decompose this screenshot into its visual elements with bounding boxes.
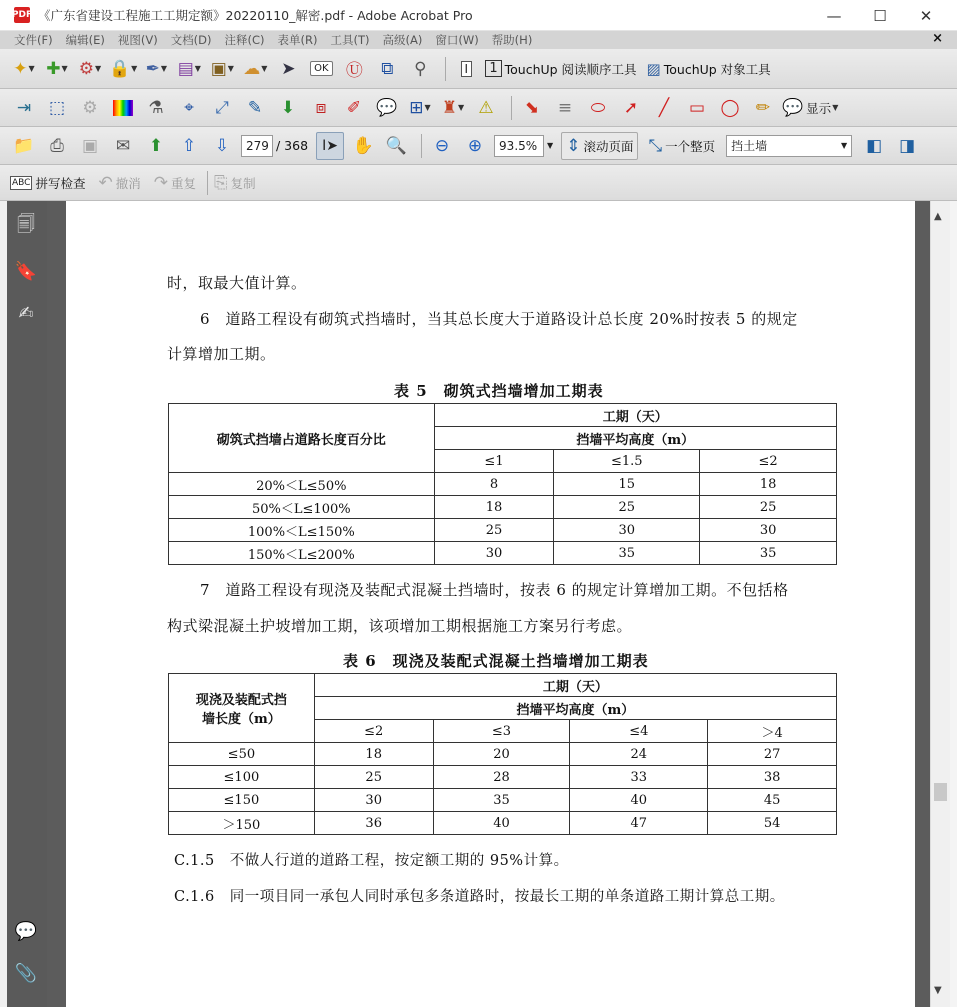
table5-col-header: ≤1.5 xyxy=(554,450,700,473)
touchup-object-button[interactable] xyxy=(647,55,771,83)
table5-row-label: 150%＜L≤200% xyxy=(169,542,435,565)
table6-row-label: ≤50 xyxy=(169,743,315,766)
multimedia-button[interactable]: ▣ ▼ xyxy=(210,58,234,79)
spell-check-label: 拼写检查 xyxy=(35,175,86,191)
close-window-button[interactable]: ✕ xyxy=(919,6,933,25)
show-comments-button[interactable]: 💬 显示 ▼ xyxy=(782,97,839,118)
copy-label: 复制 xyxy=(230,175,256,191)
cloud-icon: ☁ xyxy=(243,58,261,79)
toolbar-editing xyxy=(0,165,957,201)
collaborate-icon: ⚙ xyxy=(78,58,95,79)
window-edge xyxy=(950,201,957,1007)
paperclip-icon: ⚲ xyxy=(414,58,427,79)
up-arrow-icon: ⇧ xyxy=(181,135,197,156)
touchup-reading-order-label: TouchUp 阅读顺序工具 xyxy=(504,61,637,77)
scroll-up-icon[interactable]: ▲ xyxy=(934,211,942,222)
table5-col-header: ≤1 xyxy=(434,450,554,473)
zoom-input[interactable]: 93.5% xyxy=(494,135,544,157)
link-icon: Ⓤ xyxy=(345,61,363,81)
table-cell: 35 xyxy=(554,542,700,565)
crop-icon: ⧉ xyxy=(381,58,394,79)
table6 xyxy=(168,673,837,835)
total-pages-label: / 368 xyxy=(276,138,309,153)
toolbar-separator xyxy=(511,96,512,120)
select-tool-button[interactable] xyxy=(274,55,302,83)
printer-icon: ⎙ xyxy=(50,135,64,156)
table-cell: 30 xyxy=(434,542,554,565)
text-box-icon: ⊞ xyxy=(409,97,424,118)
disk-icon: ▣ xyxy=(81,135,99,156)
comments-icon: 💬 xyxy=(782,97,804,118)
copy-icon: ⎘ xyxy=(214,172,228,193)
table-cell: 25 xyxy=(700,496,837,519)
zoom-tool-button[interactable] xyxy=(382,132,410,160)
text-box-button[interactable]: ⊞ ▼ xyxy=(409,97,431,118)
toolbar-tasks xyxy=(0,49,957,89)
pages-panel-icon[interactable]: 🗐 xyxy=(17,214,35,235)
panel-edge xyxy=(0,201,7,1007)
touchup-reading-order-button[interactable] xyxy=(485,55,636,83)
paragraph: 计算增加工期。 xyxy=(167,345,276,363)
lock-icon: 🔒 xyxy=(109,58,131,79)
table6-col-header: ＞4 xyxy=(708,720,837,743)
table6-row-header xyxy=(169,674,315,743)
table5-row-label: 20%＜L≤50% xyxy=(169,473,435,496)
table6-row-header-line2: 墙长度（m） xyxy=(202,712,281,727)
redo-button[interactable] xyxy=(154,169,196,197)
search-input[interactable] xyxy=(726,135,852,157)
table-cell: 24 xyxy=(570,743,708,766)
find-previous-button[interactable] xyxy=(860,132,888,160)
disabled-tool-button[interactable] xyxy=(76,94,104,122)
table-cell: 18 xyxy=(700,473,837,496)
email-button[interactable] xyxy=(109,132,137,160)
table-cell: 25 xyxy=(314,766,433,789)
text-field-icon: I xyxy=(461,61,473,77)
save-button[interactable] xyxy=(76,132,104,160)
create-pdf-icon: ✦ xyxy=(13,58,28,79)
table-cell: 15 xyxy=(554,473,700,496)
marquee-icon: ⬚ xyxy=(48,97,66,118)
pdf-app-icon: PDF xyxy=(14,7,30,23)
pen-tool-button[interactable] xyxy=(340,94,368,122)
web-upload-button[interactable] xyxy=(142,132,170,160)
ok-icon: OK xyxy=(310,61,332,76)
menu-help[interactable]: 帮助(H) xyxy=(491,33,533,47)
copy-button[interactable] xyxy=(214,169,256,197)
table-cell: 25 xyxy=(434,519,554,542)
table-row xyxy=(169,473,837,496)
rectangle-shape-button[interactable] xyxy=(683,94,711,122)
menu-file[interactable]: 文件(F) xyxy=(14,33,53,47)
table-cell: 35 xyxy=(700,542,837,565)
marquee-button[interactable] xyxy=(43,94,71,122)
combine-icon: ✚ xyxy=(46,58,61,79)
export-button[interactable] xyxy=(10,94,38,122)
table6-caption: 表 6 现浇及装配式混凝土挡墙增加工期表 xyxy=(343,652,649,670)
table-cell: 25 xyxy=(554,496,700,519)
next-page-button[interactable] xyxy=(208,132,236,160)
scroll-page-label: 滚动页面 xyxy=(583,138,634,154)
cloud-shape-button[interactable] xyxy=(584,94,612,122)
color-spectrum-icon xyxy=(113,100,133,116)
menu-tools[interactable]: 工具(T) xyxy=(330,33,370,47)
table-cell: 30 xyxy=(314,789,433,812)
bookmarks-panel-icon[interactable]: 🔖 xyxy=(14,260,38,282)
link-tool-button[interactable] xyxy=(340,55,368,83)
pencil-button[interactable] xyxy=(749,94,777,122)
undo-label: 撤消 xyxy=(115,175,141,191)
print-button[interactable] xyxy=(43,132,71,160)
scroll-down-icon[interactable]: ▼ xyxy=(934,985,942,996)
download-icon: ⬇ xyxy=(280,97,296,118)
sign-button[interactable]: ✒ ▼ xyxy=(145,58,168,79)
table5-sub-header: 挡墙平均高度（m） xyxy=(434,427,836,450)
attach-tool-button[interactable] xyxy=(406,55,434,83)
table6-col-header: ≤4 xyxy=(570,720,708,743)
vertical-scrollbar[interactable] xyxy=(930,201,950,1007)
form-icon: ▤ xyxy=(177,58,194,79)
table6-row-label: ＞150 xyxy=(169,812,315,835)
table-row xyxy=(169,789,837,812)
line-icon: ╱ xyxy=(658,97,670,118)
signatures-panel-icon[interactable]: ✍ xyxy=(18,302,34,324)
arrange-icon: ⤢ xyxy=(215,97,229,118)
table5-caption: 表 5 砌筑式挡墙增加工期表 xyxy=(394,382,604,400)
table6-row-label: ≤150 xyxy=(169,789,315,812)
table6-col-header: ≤3 xyxy=(433,720,570,743)
find-next-button[interactable] xyxy=(893,132,921,160)
highlight-button[interactable] xyxy=(472,94,500,122)
table-row xyxy=(169,743,837,766)
table-cell: 47 xyxy=(570,812,708,835)
comments-panel-icon[interactable]: 💬 xyxy=(14,920,38,942)
menu-bar xyxy=(0,31,957,49)
crop-tool-button[interactable] xyxy=(373,55,401,83)
forms-button[interactable]: ▤ ▼ xyxy=(177,58,201,79)
table-cell: 20 xyxy=(433,743,570,766)
table6-sub-header: 挡墙平均高度（m） xyxy=(314,697,836,720)
text-edit-button[interactable] xyxy=(551,94,579,122)
clause-c15: C.1.5 不做人行道的道路工程，按定额工期的 95%计算。 xyxy=(174,853,569,869)
table-cell: 33 xyxy=(570,766,708,789)
table5 xyxy=(168,403,837,565)
toolbar-navigation xyxy=(0,127,957,165)
toolbar-separator xyxy=(445,57,446,81)
one-page-label: 一个整页 xyxy=(665,138,716,154)
folder-icon: 📁 xyxy=(13,135,35,156)
open-button[interactable] xyxy=(10,132,38,160)
find-next-icon: ◨ xyxy=(899,135,916,156)
menu-view[interactable]: 视图(V) xyxy=(117,33,158,47)
gear-disabled-icon: ⚙ xyxy=(82,97,98,118)
scroll-page-button[interactable] xyxy=(561,132,638,160)
target-icon: ⌖ xyxy=(184,97,194,118)
callout-icon: ⬊ xyxy=(524,97,540,118)
note-button[interactable] xyxy=(373,94,401,122)
edit-pen-icon: ✎ xyxy=(247,97,263,118)
redo-label: 重复 xyxy=(171,175,197,191)
previous-page-button[interactable] xyxy=(175,132,203,160)
window-title: 《广东省建设工程施工工期定额》20220110_解密.pdf - Adobe Acrobat Pro xyxy=(38,8,473,23)
fit-page-icon: ⤡ xyxy=(648,135,663,156)
stamp-icon: ♜ xyxy=(441,97,458,118)
table5-row-label: 50%＜L≤100% xyxy=(169,496,435,519)
table5-col-header: ≤2 xyxy=(700,450,837,473)
comment-button[interactable]: ☁ ▼ xyxy=(243,58,268,79)
menu-window[interactable]: 窗口(W) xyxy=(435,33,479,47)
arrow-line-icon: ➚ xyxy=(623,97,639,118)
table-cell: 40 xyxy=(433,812,570,835)
target-button[interactable] xyxy=(175,94,203,122)
export-icon: ⇥ xyxy=(16,97,32,118)
navigation-panel xyxy=(0,201,47,1007)
table-cell: 35 xyxy=(433,789,570,812)
down-arrow-icon: ⇩ xyxy=(214,135,230,156)
table-row xyxy=(169,519,837,542)
table-cell: 36 xyxy=(314,812,433,835)
redo-icon: ↷ xyxy=(153,172,168,193)
scroll-page-icon: ⇕ xyxy=(566,135,581,156)
collaborate-button[interactable]: ⚙ ▼ xyxy=(78,58,102,79)
table-cell: 28 xyxy=(433,766,570,789)
arrow-cursor-icon: ➤ xyxy=(281,58,296,79)
menu-advanced[interactable]: 高级(A) xyxy=(382,33,423,47)
speech-bubble-icon: 💬 xyxy=(376,97,398,118)
undo-button[interactable] xyxy=(98,169,140,197)
spell-check-button[interactable] xyxy=(10,169,85,197)
table5-row-header: 砌筑式挡墙占道路长度百分比 xyxy=(169,404,435,473)
hand-icon: ✋ xyxy=(352,135,374,156)
create-pdf-button[interactable]: ✦ ▼ xyxy=(13,58,35,79)
minimize-button[interactable]: — xyxy=(826,6,842,25)
table-row xyxy=(169,812,837,835)
attachments-panel-icon[interactable]: 📎 xyxy=(14,962,38,984)
import-button[interactable] xyxy=(274,94,302,122)
table6-col-header: ≤2 xyxy=(314,720,433,743)
text-field-button[interactable] xyxy=(452,55,480,83)
table5-row-label: 100%＜L≤150% xyxy=(169,519,435,542)
pdf-page xyxy=(66,201,915,1007)
pdf-convert-icon: ⧈ xyxy=(315,97,327,118)
zoom-dropdown-chevron-icon[interactable]: ▼ xyxy=(547,141,554,150)
find-previous-icon: ◧ xyxy=(866,135,883,156)
scrollbar-thumb[interactable] xyxy=(934,783,947,801)
zoom-in-button[interactable] xyxy=(461,132,489,160)
lines-icon: ≡ xyxy=(557,97,573,118)
ok-button[interactable] xyxy=(307,55,335,83)
zoom-in-icon: ⊕ xyxy=(467,135,483,156)
oval-shape-button[interactable] xyxy=(716,94,744,122)
combine-files-button[interactable]: ✚ ▼ xyxy=(46,58,68,79)
rectangle-icon: ▭ xyxy=(688,97,706,118)
menu-comments[interactable]: 注释(C) xyxy=(224,33,265,47)
paragraph: 时，取最大值计算。 xyxy=(167,274,307,292)
line-shape-button[interactable] xyxy=(650,94,678,122)
red-pen-icon: ✐ xyxy=(346,97,362,118)
clause-c16: C.1.6 同一项目同一承包人同时承包多条道路时，按最长工期的单条道路工期计算总工期。 xyxy=(174,889,785,905)
table-cell: 54 xyxy=(708,812,837,835)
color-button[interactable] xyxy=(109,94,137,122)
document-viewport[interactable] xyxy=(47,201,930,1007)
oval-icon: ◯ xyxy=(720,97,740,118)
table-cell: 18 xyxy=(314,743,433,766)
one-page-button[interactable] xyxy=(648,132,715,160)
toolbar-separator xyxy=(207,171,208,195)
table-cell: 18 xyxy=(434,496,554,519)
magnifier-icon: 🔍 xyxy=(385,135,407,156)
pen-icon: ✒ xyxy=(145,58,160,79)
arrow-shape-button[interactable] xyxy=(617,94,645,122)
table6-group-header: 工期（天） xyxy=(314,674,836,697)
text-cursor-icon: I➤ xyxy=(322,137,338,154)
table-row xyxy=(169,496,837,519)
table-cell: 8 xyxy=(434,473,554,496)
close-document-button[interactable]: × xyxy=(932,31,943,46)
table-cell: 40 xyxy=(570,789,708,812)
table5-group-header: 工期（天） xyxy=(434,404,836,427)
toolbar-edit xyxy=(0,89,957,127)
title-bar xyxy=(0,0,957,31)
table-cell: 30 xyxy=(554,519,700,542)
table-cell: 30 xyxy=(700,519,837,542)
search-value: 挡土墙 xyxy=(731,139,768,153)
table6-row-header-line1: 现浇及装配式挡 xyxy=(195,693,287,708)
stamp-button[interactable]: ♜ ▼ xyxy=(441,97,465,118)
menu-edit[interactable]: 编辑(E) xyxy=(65,33,105,47)
zoom-out-button[interactable] xyxy=(428,132,456,160)
spell-check-icon: ABC xyxy=(12,177,31,188)
table-cell: 38 xyxy=(708,766,837,789)
table-cell: 45 xyxy=(708,789,837,812)
callout-button[interactable] xyxy=(518,94,546,122)
cloud-shape-icon: ⬭ xyxy=(590,97,606,118)
highlight-icon: ⚠ xyxy=(478,97,494,118)
multimedia-icon: ▣ xyxy=(210,58,227,79)
paragraph: 6 道路工程设有砌筑式挡墙时，当其总长度大于道路设计总长度 20%时按表 5 的规定 xyxy=(200,310,798,328)
page-number-input[interactable]: 279 xyxy=(241,135,273,157)
edit-object-button[interactable] xyxy=(241,94,269,122)
menu-forms[interactable]: 表单(R) xyxy=(277,33,318,47)
arrange-button[interactable] xyxy=(208,94,236,122)
paragraph: 构式梁混凝土护坡增加工期，该项增加工期根据施工方案另行考虑。 xyxy=(167,617,633,635)
flask-icon: ⚗ xyxy=(148,97,164,118)
toolbar-separator xyxy=(421,134,422,158)
show-label: 显示 xyxy=(806,100,832,116)
table6-row-label: ≤100 xyxy=(169,766,315,789)
pdf-convert-button[interactable] xyxy=(307,94,335,122)
touchup-object-icon: ▨ xyxy=(646,59,661,78)
zoom-out-icon: ⊖ xyxy=(434,135,450,156)
preflight-button[interactable] xyxy=(142,94,170,122)
table-row xyxy=(169,766,837,789)
maximize-button[interactable]: ☐ xyxy=(873,6,887,25)
pencil-icon: ✏ xyxy=(755,97,771,118)
secure-button[interactable]: 🔒 ▼ xyxy=(109,58,138,79)
search-dropdown-chevron-icon[interactable]: ▼ xyxy=(840,141,848,150)
text-select-button[interactable] xyxy=(316,132,344,160)
paragraph: 7 道路工程设有现浇及装配式混凝土挡墙时，按表 6 的规定计算增加工期。不包括格 xyxy=(200,581,789,599)
touchup-object-label: TouchUp 对象工具 xyxy=(663,61,771,77)
undo-icon: ↶ xyxy=(98,172,113,193)
envelope-icon: ✉ xyxy=(115,135,131,156)
menu-document[interactable]: 文档(D) xyxy=(170,33,212,47)
table-row xyxy=(169,542,837,565)
table-cell: 27 xyxy=(708,743,837,766)
globe-upload-icon: ⬆ xyxy=(148,135,164,156)
hand-tool-button[interactable] xyxy=(349,132,377,160)
reading-order-icon: 1 xyxy=(485,60,501,77)
